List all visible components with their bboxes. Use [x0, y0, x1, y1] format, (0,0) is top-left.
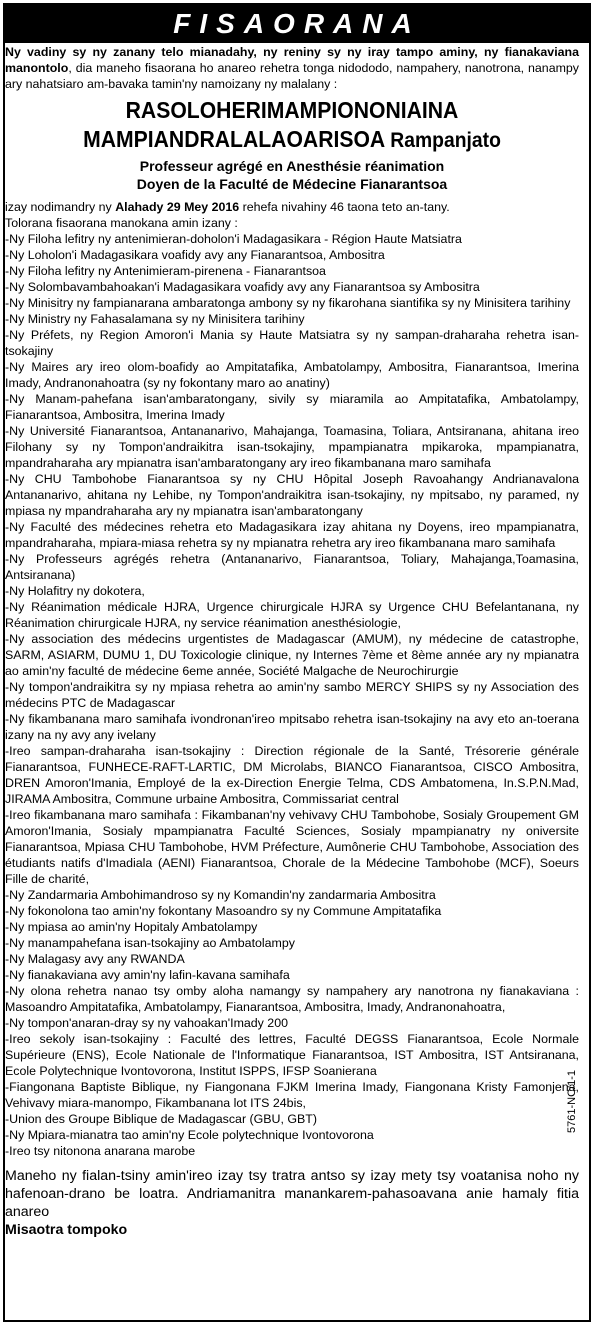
thanks-list-item: -Ny Ministry ny Fahasalamana sy ny Minisitera tarihiny — [5, 312, 305, 326]
thanks-list-item: -Ny Filoha lefitry ny antenimieran-doholon'i Madagasikara - Région Haute Matsiatra — [5, 232, 462, 246]
thanks-list-item: -Ny Professeurs agrégés rehetra (Antananarivo, Fianarantsoa, Toliary, Mahajanga,Toamasina, Antsiranana) — [5, 552, 579, 582]
thanks-list-item: -Ny Maires ary ireo olom-boafidy ao Ampitatafika, Ambatolampy, Ambositra, Fianarantsoa, Imerina Imady, Andranonahoatra (sy ny fokontany maro ao anatiny) — [5, 360, 579, 390]
death-line — [5, 199, 579, 215]
thanks-list-item: -Ny fianakaviana avy amin'ny lafin-kavana samihafa — [5, 968, 290, 982]
thanks-list-item: -Ny fokonolona tao amin'ny fokontany Masoandro sy ny Commune Ampitatafika — [5, 904, 442, 918]
thanks-list-item: -Ny Solombavambahoakan'i Madagasikara voafidy avy any Fianarantsoa sy Ambositra — [5, 280, 480, 294]
death-before: izay nodimandry ny — [5, 200, 116, 214]
deceased-title-2: Doyen de la Faculté de Médecine Fianarantsoa — [136, 176, 448, 192]
thanks-list-item: -Ny Manam-pahefana isan'ambaratongany, sivily sy miaramila ao Ampitatafika, Ambatolampy, Fianarantsoa, Ambositra, Imerina Imady — [5, 392, 579, 422]
thanks-list-item: -Ny Zandarmaria Ambohimandroso sy ny Komandin'ny zandarmaria Ambositra — [5, 888, 436, 902]
thanks-list-item: -Ny manampahefana isan-tsokajiny ao Ambatolampy — [5, 936, 295, 950]
thanks-list — [5, 231, 579, 1159]
thanks-list-item: -Ny Réanimation médicale HJRA, Urgence chirurgicale HJRA sy Urgence CHU Befelantanana, ny Réanimation chirurgicale HJRA, ny service réanimation anesthésiologie, — [5, 600, 579, 630]
deceased-name-line1: RASOLOHERIMAMPIONONIAINA — [125, 97, 459, 123]
thanks-list-item: -Ny Mpiara-mianatra tao amin'ny Ecole polytechnique Ivontovorona — [5, 1128, 374, 1142]
thanks-list-item: -Ireo fikambanana maro samihafa : Fikambanan'ny vehivavy CHU Tambohobe, Sosialy Groupement GM Amoron'Imania, Sosialy mpampianatra Faculté Sciences, Sosialy mpampianatry ny oniversite Fianarantsoa, Mpiasa CHU Tambohobe, HVM Préfecture, Aumônerie CHU Tambohobe, Association des étudiants natifs d'Imadiala (AENI) Fianarantsoa, Chorale de la Médecine Tambohobe (MCF), Soeurs Fille de charité, — [5, 808, 579, 886]
notice-title: FISAORANA — [5, 5, 589, 43]
thanks-list-item: -Ny Filoha lefitry ny Antenimieram-pirenena - Fianarantsoa — [5, 264, 326, 278]
thanks-list-item: -Ny Malagasy avy any RWANDA — [5, 952, 185, 966]
thanks-list-item: -Ny Minisitry ny fampianarana ambaratonga ambony sy ny fikarohana siantifika sy ny Minisitera tarihiny — [5, 296, 571, 310]
closing-paragraph: Maneho ny fialan-tsiny amin'ireo izay tsy tratra antso sy izay mety tsy voatanisa noho ny hafenoan-drano be loatra. Andriamanitra manankarem-pahasoavana anie hamaly fitia anareo — [5, 1168, 579, 1220]
deceased-name — [28, 96, 556, 155]
intro-family: Ny vadiny sy ny zanany telo mianadahy, ny reniny sy ny iray tampo aminy, ny fianakaviana manontolo — [5, 45, 579, 75]
notice-content — [5, 44, 579, 1239]
deceased-name-suffix: Rampanjato — [390, 129, 501, 152]
thanks-list-item: -Ireo sampan-draharaha isan-tsokajiny : Direction régionale de la Santé, Trésorerie générale Fianarantsoa, FUNHECE-RAFT-LARTIC, DM Microlabs, BIANCO Fianarantsoa, CISCO Ambositra, DREN Amoron'Imania, Employé de la ex-Direction Energie Telma, CDS Ambatomena, In.S.P.N.Mad, JIRAMA Ambositra, Commune urbaine Ambositra, Commissariat central — [5, 744, 579, 806]
deceased-name-line2-main: MAMPIANDRALALAOARISOA — [83, 126, 385, 152]
thanks-list-item: -Ny Loholon'i Madagasikara voafidy avy any Fianarantsoa, Ambositra — [5, 248, 385, 262]
intro-paragraph — [5, 44, 579, 92]
thanks-list-item: -Ireo sekoly isan-tsokajiny : Faculté des lettres, Faculté DEGSS Fianarantsoa, Ecole Normale Supérieure (ENS), Ecole Nationale de l'Informatique Fianarantsoa, IST Ambositra, IST Antsiranana, Ecole Polytechnique Ivontovorona, Institut ISPPS, IFSP Soanierana — [5, 1032, 579, 1078]
thanks-list-item: -Ny mpiasa ao amin'ny Hopitaly Ambatolampy — [5, 920, 258, 934]
thanks-list-item: -Ny Faculté des médecines rehetra eto Madagasikara izay ahitana ny Doyens, ireo mpampianatra, mpandraharaha, mpiara-miasa rehetra sy ny mpianatra rehetra ary ireo fikambanana maro samihafa — [5, 520, 579, 550]
deceased-title-1: Professeur agrégé en Anesthésie réanimation — [139, 158, 445, 174]
thanks-list-item: -Ny association des médecins urgentistes de Madagascar (AMUM), ny médecine de catastrophe, SARM, ASIARM, DUMU 1, DU Toxicologie clinique, ny Internes 7ème et 8ème année ary ny mpianatra ao amin'ny faculté de médecine 6eme année, Société Malgache de Neurochirurgie — [5, 632, 579, 678]
thanks-list-item: -Ny Préfets, ny Region Amoron'i Mania sy Haute Matsiatra sy ny sampan-draharaha rehetra isan-tsokajiny — [5, 328, 579, 358]
thanks-list-item: -Ny fikambanana maro samihafa ivondronan'ireo mpitsabo rehetra isan-tsokajiny na avy eto an-toerana izany na ny avy any ivelany — [5, 712, 579, 742]
closing-thanks: Misaotra tompoko — [5, 1222, 128, 1238]
death-date: Alahady 29 Mey 2016 — [115, 200, 240, 214]
thanks-list-item: -Fiangonana Baptiste Biblique, ny Fiangonana FJKM Imerina Imady, Fiangonana Kristy Famonjena, Vehivavy miara-manompo, Fikambanana lot ITS 24bis, — [5, 1080, 579, 1110]
list-intro: Tolorana fisaorana manokana amin izany : — [5, 216, 238, 230]
thanks-list-item: -Ny Université Fianarantsoa, Antananarivo, Mahajanga, Toamasina, Toliara, Antsiranana, ahitana ireo Filohany sy ny Tompon'andraikitra isan-tsokajiny, mpampianatra mpikaroka, mpampianatra, mpandraharaha ary mpianatra isan'ambaratongany ary ireo fikambanana maro samihafa — [5, 424, 579, 470]
deceased-name-line2 — [28, 125, 556, 155]
intro-text: , dia maneho fisaorana ho anareo rehetra tonga nidododo, nampahery, nanotrona, nanampy ary nahatsiaro am-bavaka tamin'ny namoizany ny malalany : — [5, 61, 579, 91]
reference-code: 5761-NC/1-1 — [566, 1070, 578, 1133]
thanks-list-item: -Ny tompon'andraikitra sy ny mpiasa rehetra ao amin'ny sambo MERCY SHIPS sy ny Association des médecins PTC de Madagascar — [5, 680, 579, 710]
thanks-list-item: -Ny CHU Tambohobe Fianarantsoa sy ny CHU Hôpital Joseph Ravoahangy Andrianavalona Antananarivo, ahitana ny Lehibe, ny Tompon'andraikitra isan-tsokajiny, ny mpitsabo, ny paramed, ny mpiasa ny mpandraharaha ary ny mpianatra isan'ambaratongany — [5, 472, 579, 518]
thanks-list-item: -Ireo tsy nitonona anarana marobe — [5, 1144, 196, 1158]
death-after: rehefa nivahiny 46 taona teto an-tany. — [239, 200, 450, 214]
thanks-list-item: -Ny olona rehetra nanao tsy omby aloha namangy sy nampahery ary nanotrona ny fianakaviana : Masoandro Ampitatafika, Ambatolampy, Fianarantsoa, Ambositra, Imady, Andranonahoatra, — [5, 984, 579, 1014]
thanks-list-item: -Union des Groupe Biblique de Madagascar (GBU, GBT) — [5, 1112, 317, 1126]
thanks-list-item: -Ny tompon'anaran-dray sy ny vahoakan'Imady 200 — [5, 1016, 288, 1030]
thanks-list-item: -Ny Holafitry ny dokotera, — [5, 584, 145, 598]
